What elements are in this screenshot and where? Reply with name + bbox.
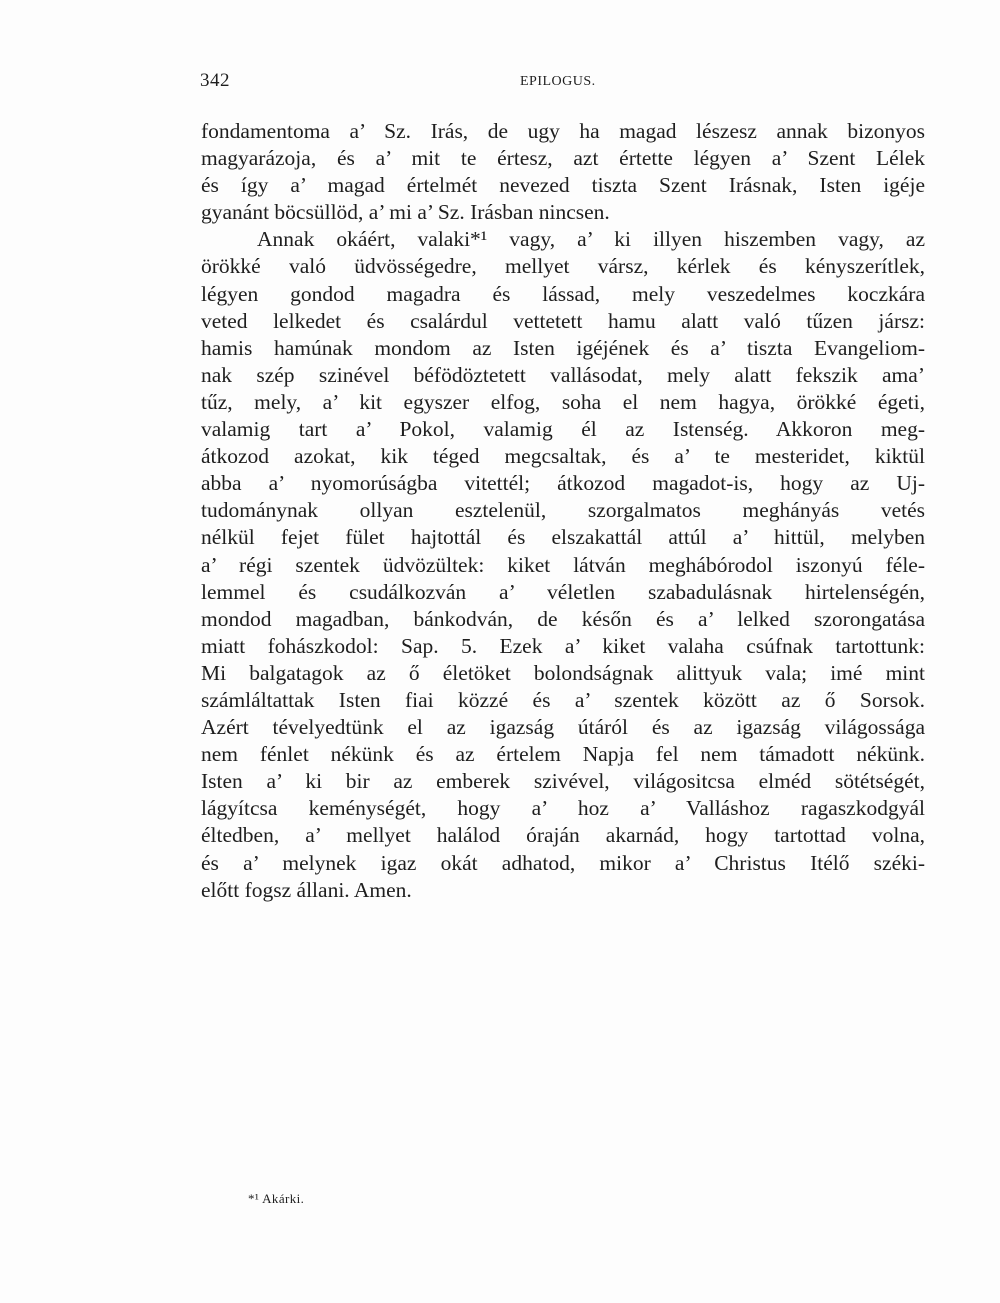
body-text: [201, 118, 925, 904]
text-line: veted lelkedet és csalárdul vettetett hamu alatt való tűzen jársz:: [201, 308, 925, 333]
text-line: magyarázoja, és a’ mit te értesz, azt értette légyen a’ Szent Lélek: [201, 146, 925, 171]
text-line: mondod magadban, bánkodván, de későn és a’ lelked szorongatása: [201, 606, 925, 631]
text-line: hamis hamúnak mondom az Isten igéjének és a’ tiszta Evangeliom-: [201, 335, 925, 360]
text-line: Annak okáért, valaki*¹ vagy, a’ ki illyen hiszemben vagy, az: [257, 227, 925, 252]
text-line: abba a’ nyomorúságba vitettél; átkozod magadot-is, hogy az Uj-: [201, 471, 925, 496]
footnote-text: Akárki.: [262, 1191, 305, 1206]
text-line: átkozod azokat, kik téged megcsaltak, és a’ te mesteridet, kiktül: [201, 444, 925, 469]
running-title: EPILOGUS.: [520, 74, 596, 89]
text-line: tudománynak ollyan esztelenül, szorgalmatos meghányás vetés: [201, 498, 925, 523]
text-line: valamig tart a’ Pokol, valamig él az Istenség. Akkoron meg-: [201, 417, 925, 442]
text-line: miatt fohászkodol: Sap. 5. Ezek a’ kiket valaha csúfnak tartottunk:: [201, 633, 925, 658]
text-line: légyen gondod magadra és lássad, mely veszedelmes koczkára: [201, 281, 925, 306]
text-line: és a’ melynek igaz okát adhatod, mikor a’ Christus Itélő széki-: [201, 850, 925, 875]
text-line: Mi balgatagok az ő életöket bolondságnak alittyuk vala; imé mint: [201, 660, 925, 685]
text-line: számláltattak Isten fiai közzé és a’ szentek között az ő Sorsok.: [201, 687, 925, 712]
text-line: nak szép szinével béfödöztetett vallásodat, mely alatt fekszik ama’: [201, 362, 925, 387]
text-line: fondamentoma a’ Sz. Irás, de ugy ha magad lészesz annak bizonyos: [201, 119, 925, 143]
text-line: és így a’ magad értelmét nevezed tiszta Szent Irásnak, Isten igéje: [201, 173, 925, 198]
text-line: tűz, mely, a’ kit egyszer elfog, soha el nem hagya, örökké égeti,: [201, 389, 925, 414]
text-line: Azért tévelyedtünk el az igazság útáról és az igazság világossága: [201, 715, 925, 740]
footnote-marker: *¹: [248, 1191, 260, 1206]
text-line: éltedben, a’ mellyet halálod óraján akarnád, hogy tartottad volna,: [201, 823, 925, 848]
running-head: [200, 70, 780, 92]
text-line: előtt fogsz állani. Amen.: [201, 877, 412, 902]
footnote: [248, 1191, 304, 1207]
page-number: 342: [200, 70, 230, 91]
text-line: lemmel és csudálkozván a’ véletlen szabadulásnak hirtelenségén,: [201, 579, 925, 604]
text-line: gyanánt böcsüllöd, a’ mi a’ Sz. Irásban nincsen.: [201, 200, 610, 225]
text-line: a’ régi szentek üdvözültek: kiket látván meghábórodol iszonyú féle-: [201, 552, 925, 577]
text-line: örökké való üdvösségedre, mellyet vársz, kérlek és kényszerítlek,: [201, 254, 925, 279]
text-line: nem fénlet nékünk és az értelem Napja fel nem támadott nékünk.: [201, 742, 925, 767]
text-line: Isten a’ ki bir az emberek szivével, világositcsa elméd sötétségét,: [201, 769, 925, 794]
text-line: nélkül fejet fület hajtottál és elszakattál attúl a’ hittül, melyben: [201, 525, 925, 550]
text-line: lágyítcsa keménységét, hogy a’ hoz a’ Valláshoz ragaszkodgyál: [201, 796, 925, 821]
